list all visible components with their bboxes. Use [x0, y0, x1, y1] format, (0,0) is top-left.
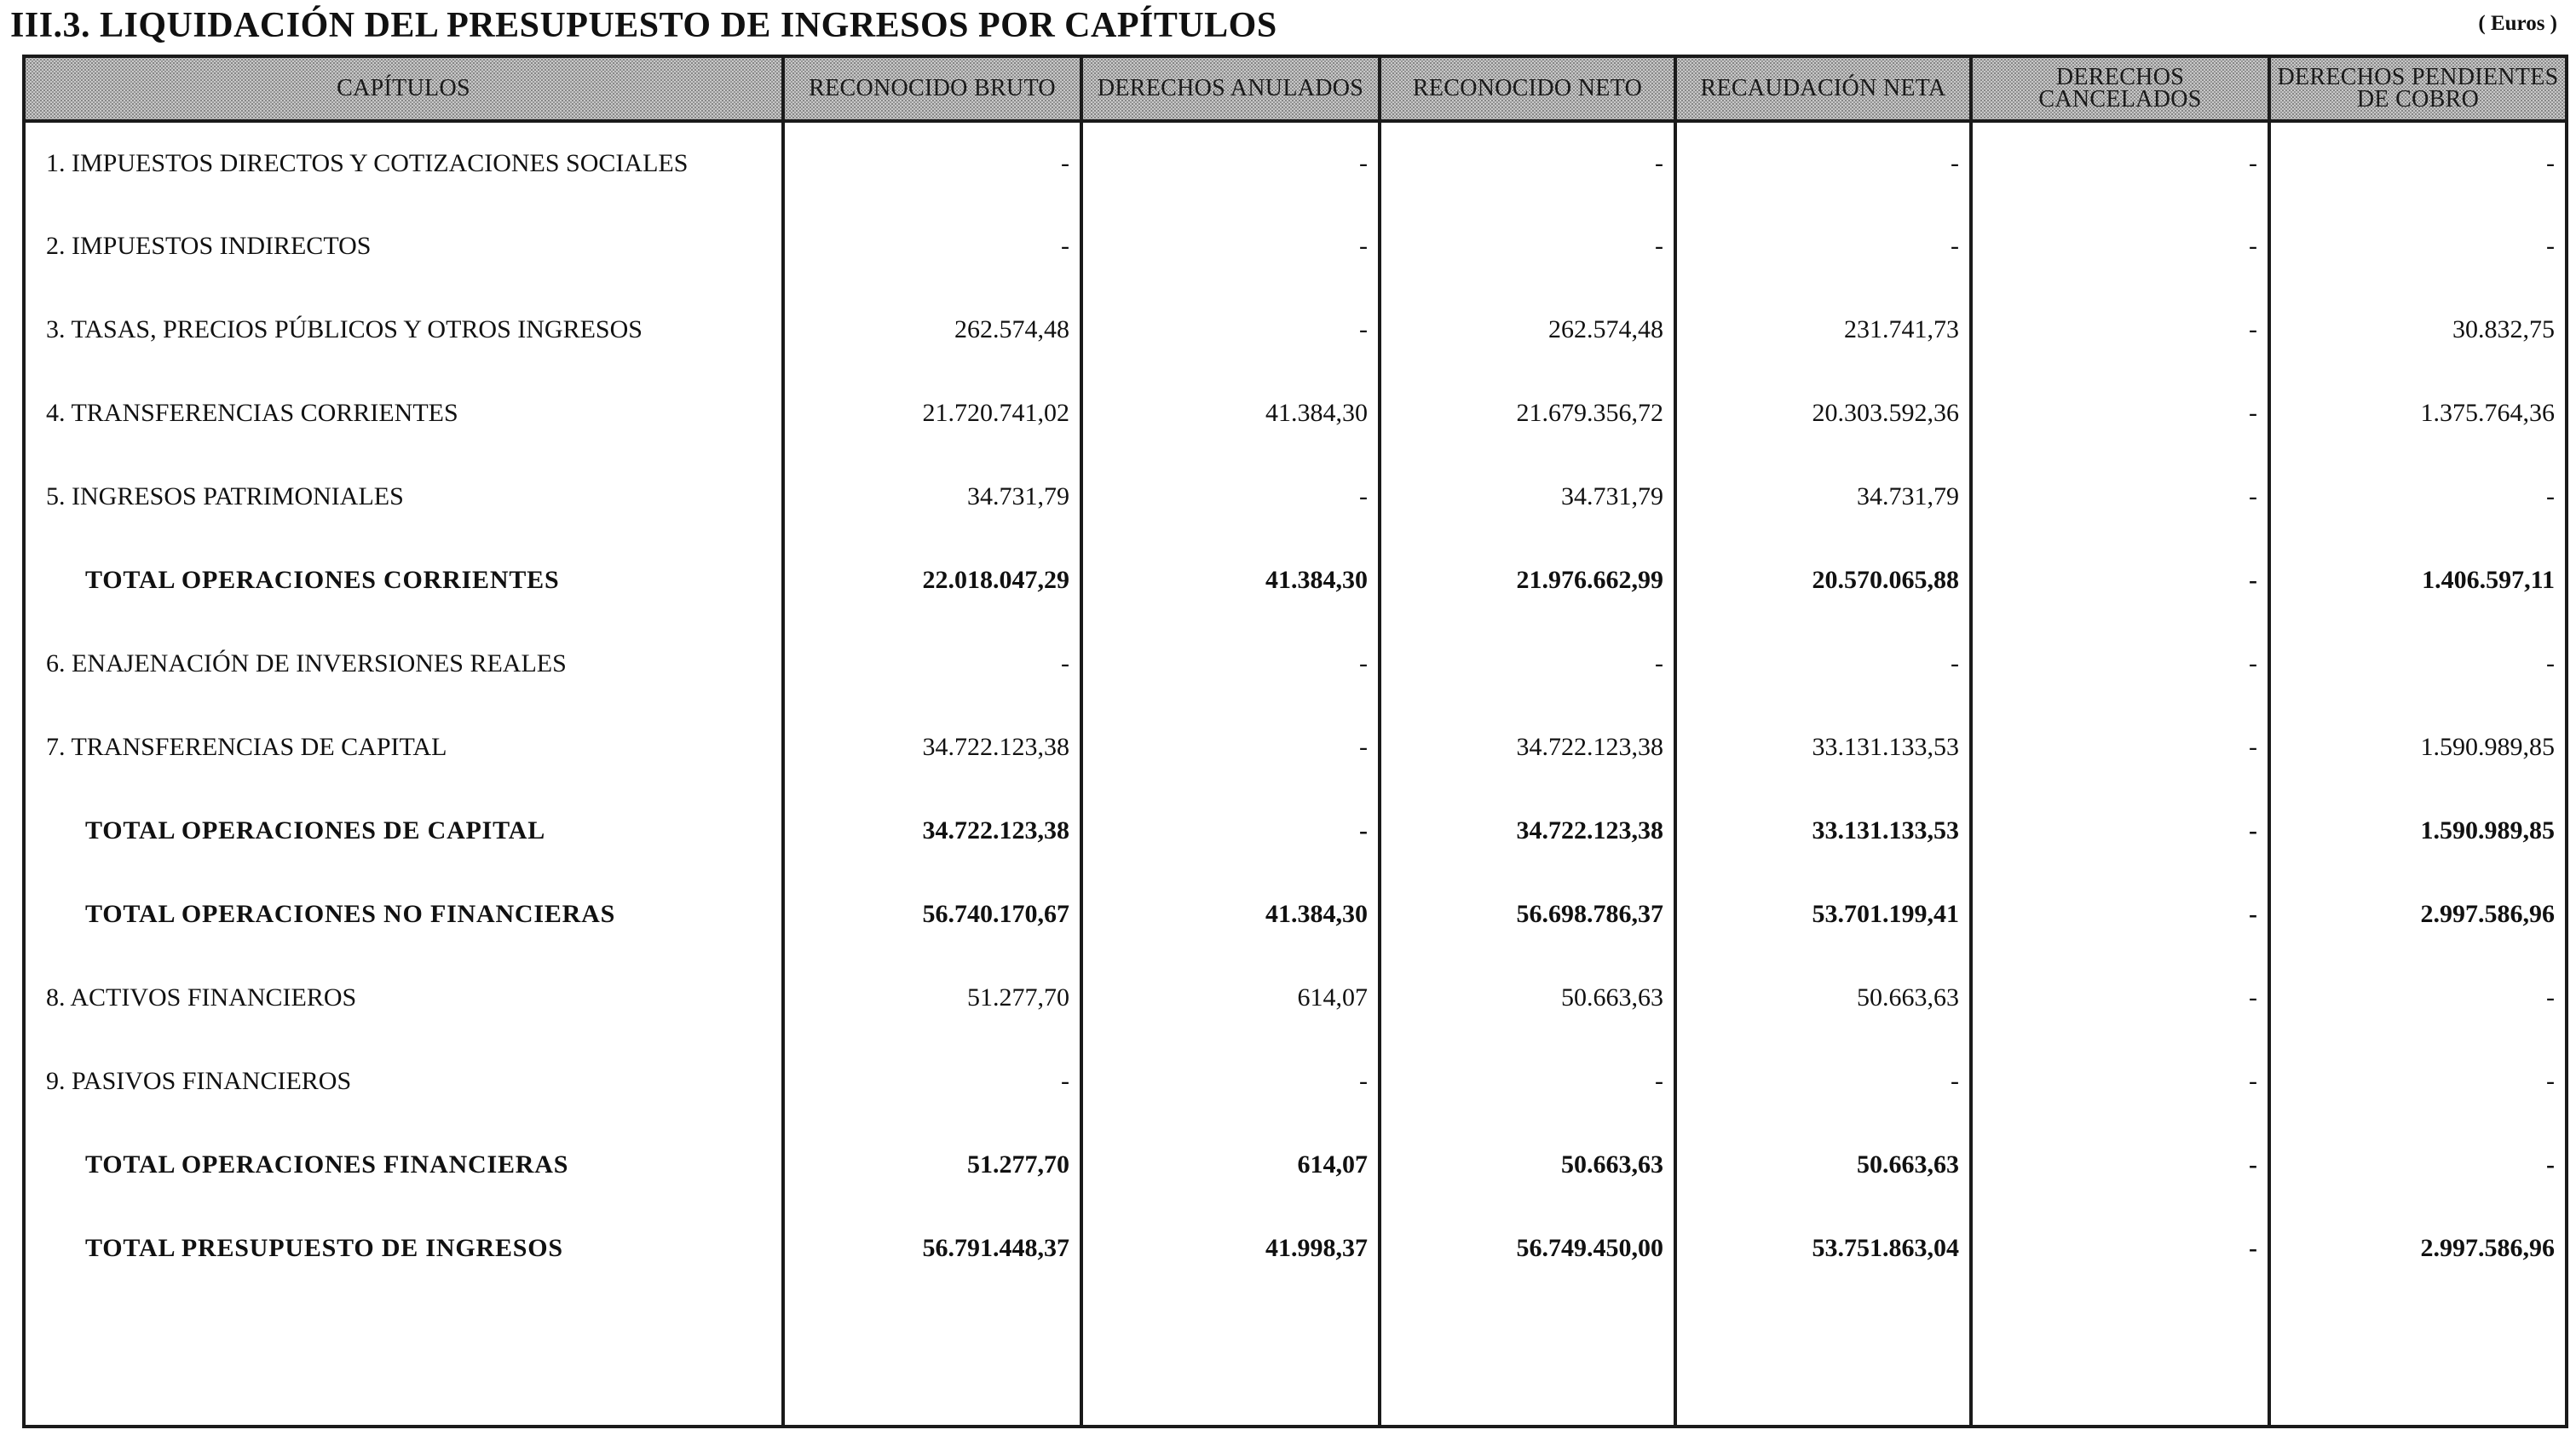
- value-cell: 262.574,48: [783, 288, 1081, 372]
- row-label: 9. PASIVOS FINANCIEROS: [46, 1067, 352, 1095]
- value-cell: 51.277,70: [783, 956, 1081, 1040]
- chapter-row: [26, 956, 2565, 1040]
- value-cell: -: [1081, 789, 1380, 873]
- value-cell: 53.751.863,04: [1675, 1207, 1971, 1290]
- value-cell: -: [783, 205, 1081, 288]
- blank-cell: [26, 1290, 783, 1425]
- total-row: [26, 539, 2565, 622]
- value-cell: -: [1081, 205, 1380, 288]
- value-cell: 20.303.592,36: [1675, 372, 1971, 455]
- value-cell: -: [1675, 622, 1971, 706]
- row-label: 4. TRANSFERENCIAS CORRIENTES: [46, 399, 458, 427]
- value-cell: -: [1971, 873, 2269, 956]
- value-cell: 51.277,70: [783, 1123, 1081, 1207]
- value-cell: -: [1081, 455, 1380, 539]
- value-cell: -: [1081, 121, 1380, 205]
- value-cell: -: [1081, 622, 1380, 706]
- value-cell: 34.731,79: [1380, 455, 1675, 539]
- blank-cell: [1081, 1290, 1380, 1425]
- blank-filler-row: [26, 1290, 2565, 1425]
- chapter-row: [26, 205, 2565, 288]
- blank-cell: [1675, 1290, 1971, 1425]
- value-cell: -: [2269, 455, 2565, 539]
- blank-cell: [1971, 1290, 2269, 1425]
- value-cell: 30.832,75: [2269, 288, 2565, 372]
- column-header: DERECHOS ANULADOS: [1081, 58, 1380, 121]
- value-cell: -: [1971, 455, 2269, 539]
- column-header: DERECHOS CANCELADOS: [1971, 58, 2269, 121]
- value-cell: -: [1971, 706, 2269, 789]
- value-cell: -: [2269, 1040, 2565, 1123]
- table-body: [26, 121, 2565, 1425]
- column-header: RECONOCIDO BRUTO: [783, 58, 1081, 121]
- row-label: 1. IMPUESTOS DIRECTOS Y COTIZACIONES SOCIALES: [46, 149, 689, 177]
- value-cell: 56.749.450,00: [1380, 1207, 1675, 1290]
- header-row: [26, 58, 2565, 121]
- row-label: TOTAL OPERACIONES DE CAPITAL: [85, 816, 546, 845]
- value-cell: 1.406.597,11: [2269, 539, 2565, 622]
- value-cell: 33.131.133,53: [1675, 706, 1971, 789]
- document-title: III.3. LIQUIDACIÓN DEL PRESUPUESTO DE INGRESOS POR CAPÍTULOS: [10, 6, 1277, 45]
- value-cell: -: [1971, 1207, 2269, 1290]
- value-cell: 41.384,30: [1081, 372, 1380, 455]
- value-cell: -: [1380, 1040, 1675, 1123]
- value-cell: 614,07: [1081, 956, 1380, 1040]
- value-cell: -: [1971, 1123, 2269, 1207]
- value-cell: 50.663,63: [1380, 956, 1675, 1040]
- chapter-row: [26, 622, 2565, 706]
- column-header: CAPÍTULOS: [26, 58, 783, 121]
- value-cell: -: [1971, 121, 2269, 205]
- value-cell: 56.740.170,67: [783, 873, 1081, 956]
- column-header: RECONOCIDO NETO: [1380, 58, 1675, 121]
- value-cell: 50.663,63: [1675, 1123, 1971, 1207]
- value-cell: 34.722.123,38: [783, 789, 1081, 873]
- value-cell: 41.384,30: [1081, 873, 1380, 956]
- value-cell: -: [1971, 372, 2269, 455]
- budget-table-frame: [22, 55, 2568, 1428]
- row-label: 6. ENAJENACIÓN DE INVERSIONES REALES: [46, 649, 567, 677]
- value-cell: 1.590.989,85: [2269, 789, 2565, 873]
- value-cell: -: [1380, 622, 1675, 706]
- row-label: TOTAL OPERACIONES NO FINANCIERAS: [85, 900, 616, 928]
- value-cell: -: [1675, 205, 1971, 288]
- value-cell: 34.722.123,38: [1380, 789, 1675, 873]
- value-cell: 21.976.662,99: [1380, 539, 1675, 622]
- value-cell: -: [783, 1040, 1081, 1123]
- value-cell: -: [1971, 205, 2269, 288]
- value-cell: 21.720.741,02: [783, 372, 1081, 455]
- value-cell: -: [2269, 622, 2565, 706]
- value-cell: 1.590.989,85: [2269, 706, 2565, 789]
- value-cell: 53.701.199,41: [1675, 873, 1971, 956]
- value-cell: -: [2269, 956, 2565, 1040]
- units-label: ( Euros ): [2478, 12, 2557, 35]
- value-cell: -: [1971, 622, 2269, 706]
- value-cell: 50.663,63: [1675, 956, 1971, 1040]
- value-cell: 41.384,30: [1081, 539, 1380, 622]
- value-cell: 34.722.123,38: [783, 706, 1081, 789]
- value-cell: -: [1675, 1040, 1971, 1123]
- income-budget-table: [26, 58, 2565, 1425]
- value-cell: 20.570.065,88: [1675, 539, 1971, 622]
- value-cell: 2.997.586,96: [2269, 873, 2565, 956]
- value-cell: 34.731,79: [1675, 455, 1971, 539]
- value-cell: 231.741,73: [1675, 288, 1971, 372]
- value-cell: -: [1380, 121, 1675, 205]
- row-label: TOTAL OPERACIONES FINANCIERAS: [85, 1150, 569, 1179]
- value-cell: -: [2269, 205, 2565, 288]
- value-cell: -: [783, 622, 1081, 706]
- value-cell: 50.663,63: [1380, 1123, 1675, 1207]
- row-label: 3. TASAS, PRECIOS PÚBLICOS Y OTROS INGRESOS: [46, 315, 643, 343]
- row-label: TOTAL OPERACIONES CORRIENTES: [85, 566, 560, 594]
- value-cell: 1.375.764,36: [2269, 372, 2565, 455]
- column-header: DERECHOS PENDIENTES DE COBRO: [2269, 58, 2565, 121]
- row-label: 8. ACTIVOS FINANCIEROS: [46, 983, 357, 1012]
- value-cell: -: [1081, 288, 1380, 372]
- value-cell: -: [1081, 1040, 1380, 1123]
- row-label: TOTAL PRESUPUESTO DE INGRESOS: [85, 1234, 563, 1262]
- value-cell: 33.131.133,53: [1675, 789, 1971, 873]
- chapter-row: [26, 121, 2565, 205]
- value-cell: 614,07: [1081, 1123, 1380, 1207]
- value-cell: -: [2269, 121, 2565, 205]
- total-row: [26, 1207, 2565, 1290]
- value-cell: -: [1675, 121, 1971, 205]
- column-header: RECAUDACIÓN NETA: [1675, 58, 1971, 121]
- value-cell: -: [1081, 706, 1380, 789]
- value-cell: 262.574,48: [1380, 288, 1675, 372]
- total-row: [26, 873, 2565, 956]
- value-cell: -: [1971, 288, 2269, 372]
- blank-cell: [2269, 1290, 2565, 1425]
- value-cell: 22.018.047,29: [783, 539, 1081, 622]
- row-label: 5. INGRESOS PATRIMONIALES: [46, 482, 404, 510]
- chapter-row: [26, 1040, 2565, 1123]
- row-label: 2. IMPUESTOS INDIRECTOS: [46, 232, 372, 260]
- total-row: [26, 789, 2565, 873]
- value-cell: -: [1971, 1040, 2269, 1123]
- value-cell: -: [1971, 789, 2269, 873]
- table-header: [26, 58, 2565, 121]
- chapter-row: [26, 288, 2565, 372]
- value-cell: 56.698.786,37: [1380, 873, 1675, 956]
- blank-cell: [783, 1290, 1081, 1425]
- value-cell: -: [2269, 1123, 2565, 1207]
- chapter-row: [26, 372, 2565, 455]
- value-cell: 56.791.448,37: [783, 1207, 1081, 1290]
- blank-cell: [1380, 1290, 1675, 1425]
- value-cell: 2.997.586,96: [2269, 1207, 2565, 1290]
- value-cell: -: [783, 121, 1081, 205]
- value-cell: 34.722.123,38: [1380, 706, 1675, 789]
- value-cell: 34.731,79: [783, 455, 1081, 539]
- value-cell: -: [1971, 539, 2269, 622]
- value-cell: 21.679.356,72: [1380, 372, 1675, 455]
- total-row: [26, 1123, 2565, 1207]
- value-cell: 41.998,37: [1081, 1207, 1380, 1290]
- value-cell: -: [1971, 956, 2269, 1040]
- chapter-row: [26, 455, 2565, 539]
- row-label: 7. TRANSFERENCIAS DE CAPITAL: [46, 733, 447, 761]
- value-cell: -: [1380, 205, 1675, 288]
- chapter-row: [26, 706, 2565, 789]
